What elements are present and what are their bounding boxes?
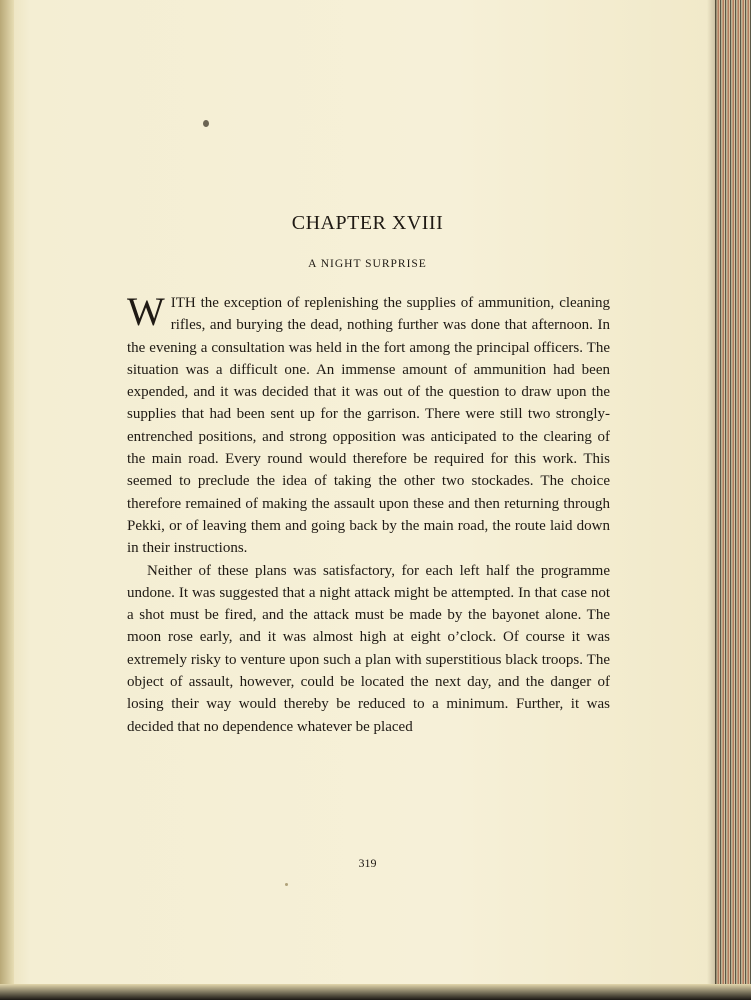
drop-cap: W [127,289,165,334]
paper-speck [285,883,288,886]
paragraph-1-text: ITH the exception of replenishing the supplies of ammunition, cleaning rifles, and burying the dead, nothing further was done that afternoon. In the evening a consultation was held in the fort among the principal officers. The situation was a difficult one. An immense amount of ammunition had been expended, and it was decided that it was out of the question to draw upon the supplies that had been sent up for the garrison. There were still two strongly-entrenched positions, and strong opposition was anticipated to the clearing of the main road. Every round would therefore be required for this work. This seemed to preclude the idea of taking the other two stockades. The choice therefore remained of making the assault upon these and then returning through Pekki, or of leaving them and going back by the main road, the route laid down in their instructions. [127,295,610,557]
page-bottom-shadow [0,984,751,1000]
chapter-subtitle: A NIGHT SURPRISE [308,258,427,270]
chapter-title: CHAPTER XVIII [291,212,444,234]
paragraph-2: Neither of these plans was satisfactory, for each left half the programme undone. It was suggested that a night attack might be attempted. In that case not a shot must be fired, and the attack must be made by the bayonet alone. The moon rose early, and it was almost high at eight o’clock. Of course it was extremely risky to venture upon such a plan with superstitious black troops. The object of assault, however, could be located the next day, and the danger of losing their way would thereby be reduced to a minimum. Further, it was decided that no dependence whatever be placed [127,562,610,735]
paragraph-1 [127,289,610,560]
body-text [127,289,610,738]
binding-gutter [0,0,14,1000]
page-edges [715,0,751,1000]
page-number: 319 [358,856,377,870]
paper-speck [203,120,209,127]
